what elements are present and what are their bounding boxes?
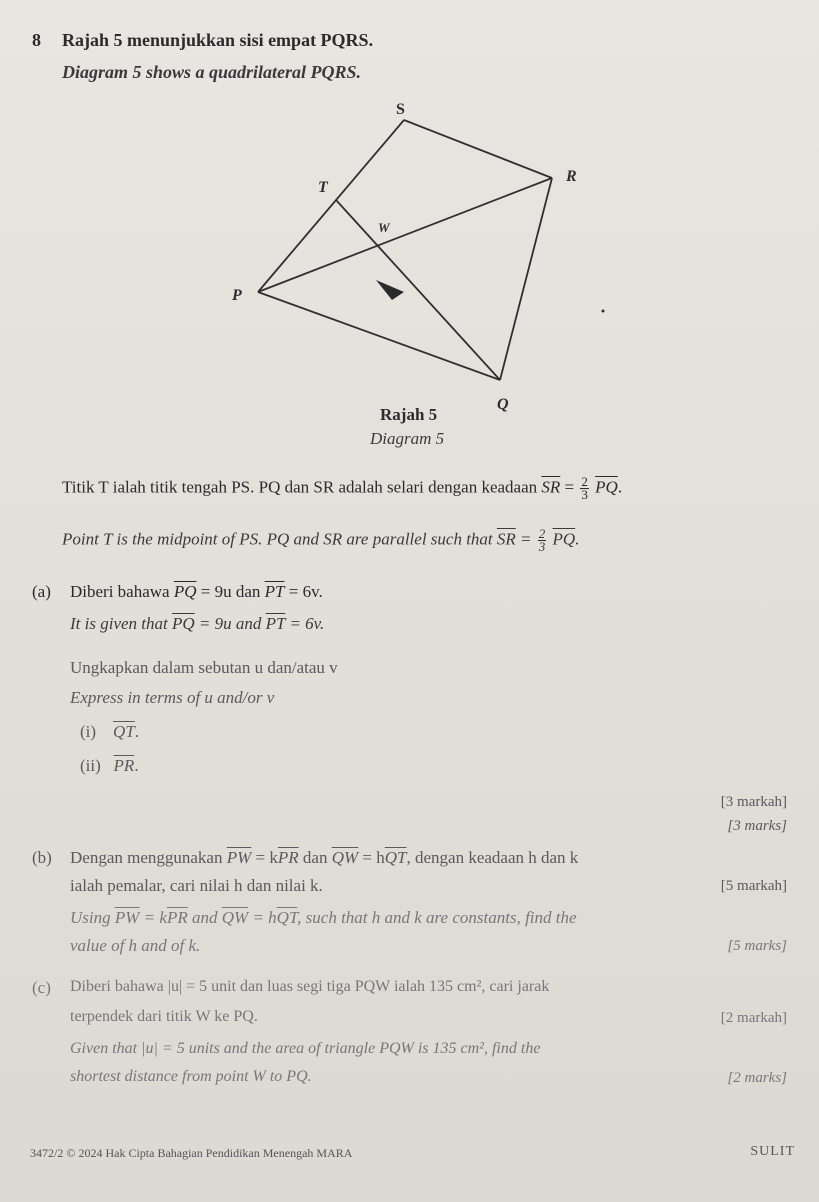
part-a-given-malay: Diberi bahawa $\overline{PQ} = 9u$ dan $\overline{PT} = 6v$. bbox=[70, 582, 323, 601]
label-p: P bbox=[232, 287, 242, 304]
footer-sulit: SULIT bbox=[750, 1144, 795, 1159]
part-b-english-line1: Using $\overline{PW} = k\overline{PR}$ and $\overline{QW} = h\overline{QT}$, such that h and k are constants, find the bbox=[70, 908, 577, 927]
side-qp bbox=[258, 292, 500, 380]
part-b-malay-line2: ialah pemalar, cari nilai h dan nilai k. bbox=[70, 876, 323, 895]
label-s: S bbox=[396, 101, 405, 118]
label-w: W bbox=[378, 220, 390, 235]
part-b-marks-malay: [5 markah] bbox=[720, 878, 787, 894]
part-a-express-malay: Ungkapkan dalam sebutan u dan/atau v bbox=[70, 658, 338, 677]
part-c-english-line1: Given that |u| = 5 units and the area of triangle PQW is 135 cm², find the bbox=[70, 1040, 541, 1057]
part-b-malay-line1: Dengan menggunakan $\overline{PW} = k\overline{PR}$ dan $\overline{QW} = h\overline{QT}$, dengan keadaan h dan k bbox=[70, 848, 579, 867]
stray-dot bbox=[602, 310, 605, 313]
part-b-marks-english: [5 marks] bbox=[727, 938, 787, 954]
part-c-malay-line2: terpendek dari titik W ke PQ. bbox=[70, 1008, 258, 1025]
part-a-given-english: It is given that $\overline{PQ} = 9u$ and $\overline{PT} = 6v$. bbox=[70, 614, 325, 633]
part-c-malay-line1: Diberi bahawa |u| = 5 unit dan luas segi tiga PQW ialah 135 cm², cari jarak bbox=[70, 978, 550, 995]
caption-malay: Rajah 5 bbox=[380, 405, 438, 424]
side-ps bbox=[258, 120, 404, 292]
part-b-label: (b) bbox=[32, 848, 52, 867]
quadrilateral-diagram bbox=[0, 0, 819, 460]
side-sr bbox=[404, 120, 552, 178]
label-r: R bbox=[566, 168, 577, 185]
statement-english: Point T is the midpoint of PS. PQ and SR are parallel such that $\overline{SR}$ = $\frac{2}{3}$ $\overline{PQ}$. bbox=[62, 526, 580, 554]
intro-english: Diagram 5 shows a quadrilateral PQRS. bbox=[62, 62, 362, 82]
vec-pq: $\overline{PQ}$ bbox=[595, 477, 618, 497]
label-t: T bbox=[318, 179, 328, 196]
fraction-two-thirds: $\frac{2}{3}$ bbox=[581, 474, 588, 502]
footer-copyright: 3472/2 © 2024 Hak Cipta Bahagian Pendidikan Menengah MARA bbox=[30, 1146, 353, 1160]
line-qt bbox=[336, 200, 500, 380]
part-c-marks-english: [2 marks] bbox=[727, 1070, 787, 1086]
statement-malay: Titik T ialah titik tengah PS. PQ dan SR adalah selari dengan keadaan $\overline{SR}$ = $\frac{2}{3}$ $\overline{PQ}$. bbox=[62, 474, 623, 502]
part-a-label: (a) bbox=[32, 582, 51, 601]
part-a-sub-ii: (ii) $\overline{PR}$. bbox=[80, 756, 139, 775]
part-c-marks-malay: [2 markah] bbox=[720, 1010, 787, 1026]
side-rq bbox=[500, 178, 552, 380]
part-a-sub-i: (i) $\overline{QT}$. bbox=[80, 722, 140, 741]
cursor-icon bbox=[376, 280, 404, 300]
question-number: 8 bbox=[32, 30, 41, 50]
part-a-marks-malay: [3 markah] bbox=[720, 794, 787, 810]
intro-malay: Rajah 5 menunjukkan sisi empat PQRS. bbox=[62, 30, 374, 50]
part-c-english-line2: shortest distance from point W to PQ. bbox=[70, 1068, 312, 1085]
part-a-marks-english: [3 marks] bbox=[727, 818, 787, 834]
label-q: Q bbox=[497, 396, 509, 413]
part-b-english-line2: value of h and of k. bbox=[70, 936, 201, 955]
vec-sr: $\overline{SR}$ bbox=[541, 477, 561, 497]
caption-english: Diagram 5 bbox=[370, 429, 445, 448]
part-c-label: (c) bbox=[32, 978, 51, 997]
part-a-express-english: Express in terms of u and/or v bbox=[70, 688, 275, 707]
